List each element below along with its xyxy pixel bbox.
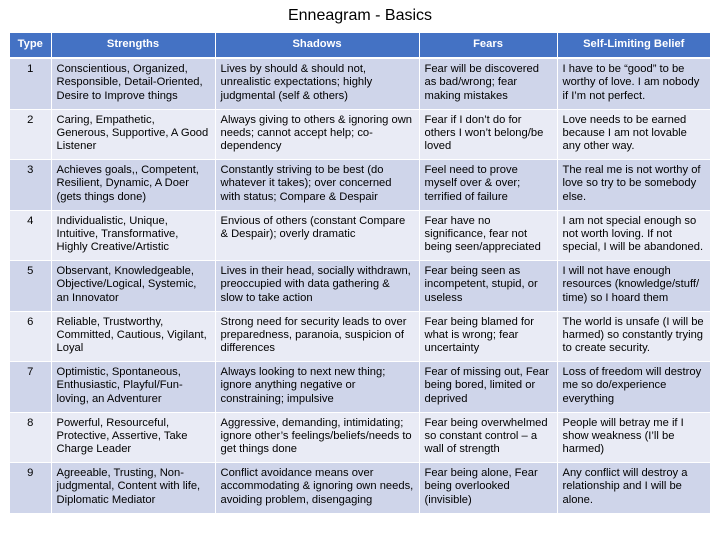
strengths-cell: Individualistic, Unique, Intuitive, Transformative, Highly Creative/Artistic bbox=[51, 210, 215, 261]
strengths-cell: Agreeable, Trusting, Non-judgmental, Content with life, Diplomatic Mediator bbox=[51, 463, 215, 514]
type-cell: 8 bbox=[10, 412, 51, 463]
type-cell: 2 bbox=[10, 109, 51, 160]
table-row bbox=[10, 58, 710, 109]
table-row bbox=[10, 210, 710, 261]
self-limiting-belief-cell: The world is unsafe (I will be harmed) so constantly trying to create security. bbox=[557, 311, 710, 362]
shadows-cell: Lives in their head, socially withdrawn, preoccupied with data gathering & slow to take action bbox=[215, 261, 419, 312]
fears-cell: Fear if I don’t do for others I won’t belong/be loved bbox=[419, 109, 557, 160]
strengths-cell: Observant, Knowledgeable, Objective/Logical, Systemic, an Innovator bbox=[51, 261, 215, 312]
fears-cell: Fear have no significance, fear not being seen/appreciated bbox=[419, 210, 557, 261]
self-limiting-belief-cell: Loss of freedom will destroy me so do/experience everything bbox=[557, 362, 710, 413]
table-row bbox=[10, 109, 710, 160]
type-cell: 1 bbox=[10, 58, 51, 109]
header-strengths: Strengths bbox=[51, 33, 215, 58]
fears-cell: Fear of missing out, Fear being bored, limited or deprived bbox=[419, 362, 557, 413]
self-limiting-belief-cell: People will betray me if I show weakness (I’ll be harmed) bbox=[557, 412, 710, 463]
header-fears: Fears bbox=[419, 33, 557, 58]
table-row bbox=[10, 362, 710, 413]
self-limiting-belief-cell: Any conflict will destroy a relationship and I will be alone. bbox=[557, 463, 710, 514]
table-row bbox=[10, 160, 710, 211]
strengths-cell: Optimistic, Spontaneous, Enthusiastic, Playful/Fun-loving, an Adventurer bbox=[51, 362, 215, 413]
shadows-cell: Conflict avoidance means over accommodating & ignoring own needs, avoiding problem, disengaging bbox=[215, 463, 419, 514]
fears-cell: Fear being blamed for what is wrong; fear uncertainty bbox=[419, 311, 557, 362]
header-row bbox=[10, 33, 710, 58]
type-cell: 7 bbox=[10, 362, 51, 413]
shadows-cell: Lives by should & should not, unrealistic expectations; highly judgmental (self & others) bbox=[215, 58, 419, 109]
self-limiting-belief-cell: I have to be “good” to be worthy of love. I am nobody if I’m not perfect. bbox=[557, 58, 710, 109]
type-cell: 6 bbox=[10, 311, 51, 362]
shadows-cell: Always giving to others & ignoring own needs; cannot accept help; co-dependency bbox=[215, 109, 419, 160]
shadows-cell: Aggressive, demanding, intimidating; ignore other’s feelings/beliefs/needs to get things done bbox=[215, 412, 419, 463]
shadows-cell: Strong need for security leads to over preparedness, paranoia, suspicion of differences bbox=[215, 311, 419, 362]
table-row bbox=[10, 311, 710, 362]
page-title: Enneagram - Basics bbox=[287, 7, 433, 24]
self-limiting-belief-cell: I am not special enough so not worth loving. If not special, I will be abandoned. bbox=[557, 210, 710, 261]
strengths-cell: Achieves goals,, Competent, Resilient, Dynamic, A Doer (gets things done) bbox=[51, 160, 215, 211]
fears-cell: Fear being overwhelmed so constant control – a wall of strength bbox=[419, 412, 557, 463]
shadows-cell: Constantly striving to be best (do whatever it takes); over concerned with status; Compare & Despair bbox=[215, 160, 419, 211]
strengths-cell: Caring, Empathetic, Generous, Supportive, A Good Listener bbox=[51, 109, 215, 160]
strengths-cell: Reliable, Trustworthy, Committed, Cautious, Vigilant, Loyal bbox=[51, 311, 215, 362]
self-limiting-belief-cell: The real me is not worthy of love so try to be somebody else. bbox=[557, 160, 710, 211]
shadows-cell: Envious of others (constant Compare & Despair); overly dramatic bbox=[215, 210, 419, 261]
table-row bbox=[10, 261, 710, 312]
fears-cell: Fear being seen as incompetent, stupid, or useless bbox=[419, 261, 557, 312]
table-row bbox=[10, 412, 710, 463]
type-cell: 9 bbox=[10, 463, 51, 514]
shadows-cell: Always looking to next new thing; ignore anything negative or constraining; impulsive bbox=[215, 362, 419, 413]
strengths-cell: Powerful, Resourceful, Protective, Assertive, Take Charge Leader bbox=[51, 412, 215, 463]
fears-cell: Feel need to prove myself over & over; terrified of failure bbox=[419, 160, 557, 211]
type-cell: 4 bbox=[10, 210, 51, 261]
fears-cell: Fear will be discovered as bad/wrong; fear making mistakes bbox=[419, 58, 557, 109]
self-limiting-belief-cell: Love needs to be earned because I am not lovable any other way. bbox=[557, 109, 710, 160]
strengths-cell: Conscientious, Organized, Responsible, Detail-Oriented, Desire to Improve things bbox=[51, 58, 215, 109]
header-type: Type bbox=[10, 33, 51, 58]
header-self-limiting-belief: Self-Limiting Belief bbox=[557, 33, 710, 58]
fears-cell: Fear being alone, Fear being overlooked (invisible) bbox=[419, 463, 557, 514]
type-cell: 5 bbox=[10, 261, 51, 312]
type-cell: 3 bbox=[10, 160, 51, 211]
enneagram-table bbox=[10, 33, 710, 514]
self-limiting-belief-cell: I will not have enough resources (knowledge/stuff/ time) so I hoard them bbox=[557, 261, 710, 312]
table-row bbox=[10, 463, 710, 514]
header-shadows: Shadows bbox=[215, 33, 419, 58]
